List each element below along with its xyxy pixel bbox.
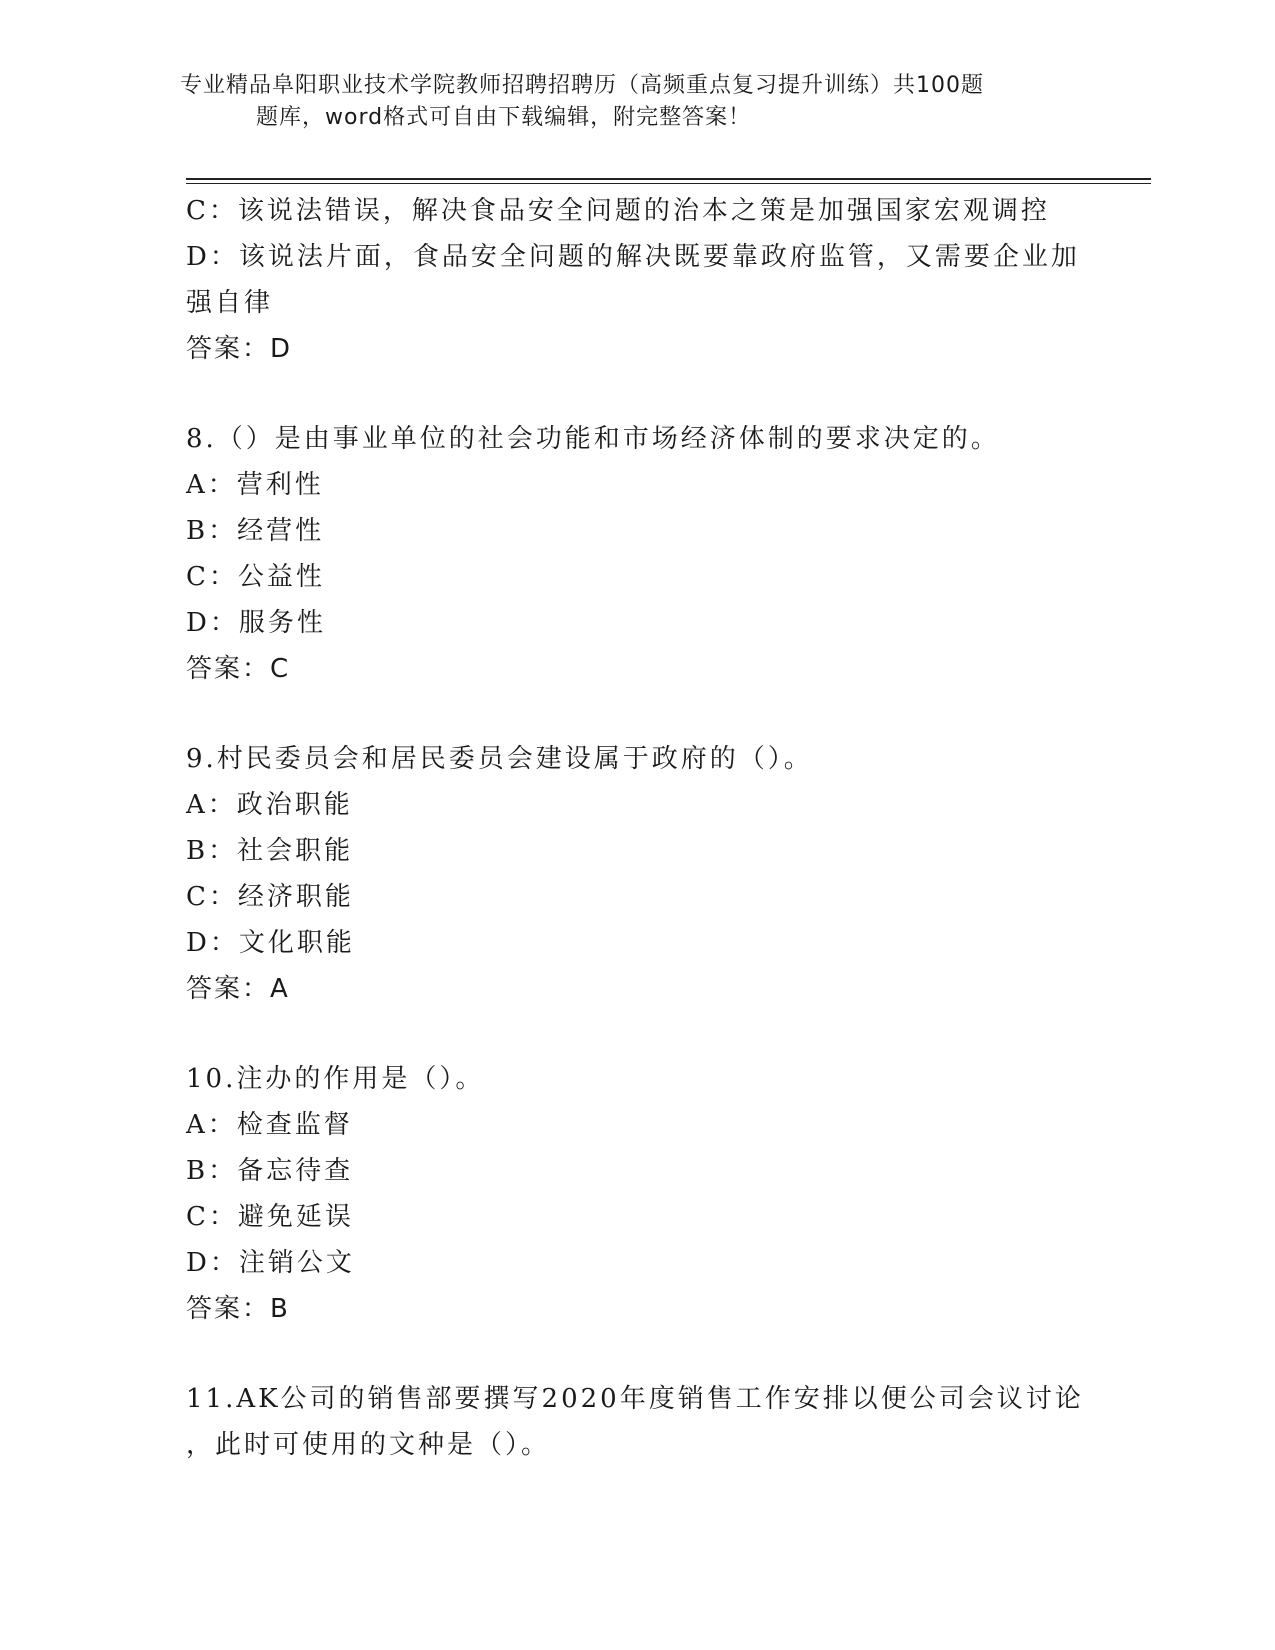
question-8	[186, 416, 1086, 692]
option-d: D：该说法片面，食品安全问题的解决既要靠政府监管，又需要企业加	[186, 242, 1080, 272]
option-d: D：服务性	[186, 608, 326, 638]
option-a: A：检查监督	[186, 1110, 353, 1140]
question-stem: 11.AK公司的销售部要撰写2020年度销售工作安排以便公司会议讨论	[186, 1384, 1084, 1414]
header-rule-thick	[186, 178, 1151, 180]
header-title-line2: 题库，word格式可自由下载编辑，附完整答案！	[256, 105, 752, 130]
option-c: C：避免延误	[186, 1202, 354, 1232]
question-11	[186, 1376, 1086, 1468]
header-title-line1: 专业精品阜阳职业技术学院教师招聘招聘历（高频重点复习提升训练）共100题	[180, 73, 984, 98]
option-b: B：备忘待查	[186, 1156, 354, 1186]
question-10	[186, 1056, 1086, 1332]
question-stem: 9.村民委员会和居民委员会建设属于政府的（）。	[186, 744, 813, 774]
question-list	[186, 188, 1086, 1468]
header-rule-thin	[186, 183, 1151, 184]
answer: 答案：A	[186, 974, 290, 1004]
option-b: B：社会职能	[186, 836, 354, 866]
option-b: B：经营性	[186, 516, 325, 546]
question-stem-continued: ，此时可使用的文种是（）。	[186, 1430, 551, 1460]
option-d: D：注销公文	[186, 1248, 355, 1278]
option-d: D：文化职能	[186, 928, 355, 958]
option-c: C：该说法错误，解决食品安全问题的治本之策是加强国家宏观调控	[186, 196, 1050, 226]
answer: 答案：D	[186, 334, 293, 364]
question-9	[186, 736, 1086, 1012]
question-stem: 8.（）是由事业单位的社会功能和市场经济体制的要求决定的。	[186, 424, 1000, 454]
answer: 答案：B	[186, 1294, 290, 1324]
option-c: C：公益性	[186, 562, 325, 592]
option-a: A：营利性	[186, 470, 324, 500]
option-a: A：政治职能	[186, 790, 353, 820]
answer: 答案：C	[186, 654, 291, 684]
document-header	[180, 70, 1060, 134]
option-c: C：经济职能	[186, 882, 354, 912]
option-d-continued: 强自律	[186, 288, 274, 318]
question-stem: 10.注办的作用是（）。	[186, 1064, 485, 1094]
